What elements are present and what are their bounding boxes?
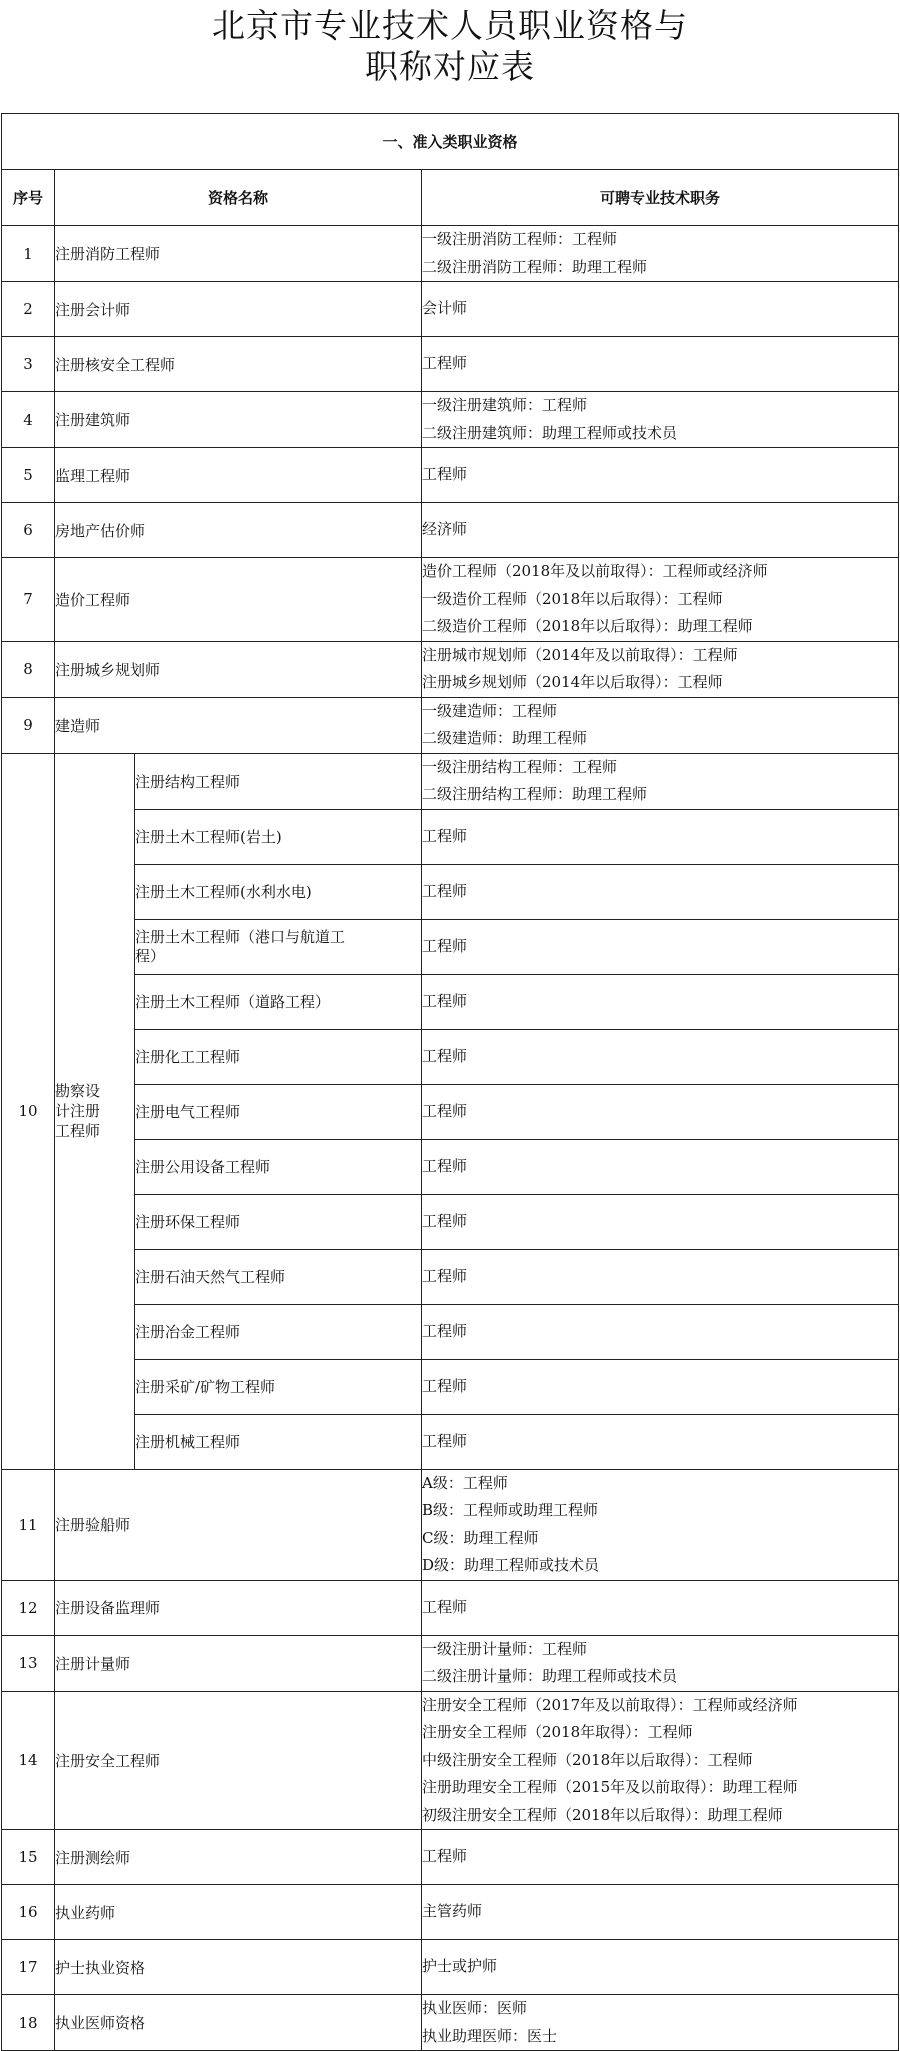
sub-qualification-name: 注册土木工程师(岩土) — [135, 809, 422, 864]
duty-line: 经济师 — [422, 520, 468, 539]
duty-line: 一级注册建筑师：工程师 — [422, 396, 588, 414]
sub-qualification-name: 注册采矿/矿物工程师 — [135, 1359, 422, 1414]
duty-cell — [422, 864, 899, 919]
duty-line: 一级建造师：工程师 — [422, 701, 558, 720]
duty-line: 工程师 — [422, 1211, 468, 1230]
duty-line: 一级注册计量师：工程师 — [422, 1639, 588, 1658]
table-row — [2, 558, 899, 642]
table-row — [2, 864, 899, 919]
duty-line: 一级注册结构工程师：工程师 — [422, 757, 618, 776]
sub-qualification-name: 注册冶金工程师 — [135, 1304, 422, 1359]
duty-cell — [422, 753, 899, 809]
sub-qualification-name-line: 程） — [135, 946, 166, 965]
duty-cell — [422, 1194, 899, 1249]
qualification-table — [1, 113, 899, 2051]
group-name-line: 勘察设 — [55, 1082, 101, 1100]
row-number: 3 — [2, 337, 55, 392]
qualification-name: 注册设备监理师 — [55, 1580, 422, 1635]
duty-cell — [422, 641, 899, 697]
sub-qualification-name: 注册化工工程师 — [135, 1029, 422, 1084]
sub-qualification-name: 注册石油天然气工程师 — [135, 1249, 422, 1304]
sub-qualification-name: 注册土木工程师（道路工程） — [135, 974, 422, 1029]
duty-line: 初级注册安全工程师（2018年以后取得）：助理工程师 — [422, 1805, 783, 1824]
duty-cell — [422, 448, 899, 503]
page-title-line-1: 北京市专业技术人员职业资格与 — [212, 6, 688, 45]
header-name: 资格名称 — [55, 170, 422, 226]
duty-cell — [422, 558, 899, 642]
qualification-name: 注册建筑师 — [55, 392, 422, 448]
duty-line: 工程师 — [422, 991, 468, 1010]
table-row — [2, 641, 899, 697]
duty-line: D级：助理工程师或技术员 — [422, 1556, 600, 1574]
duty-line: 二级注册建筑师：助理工程师或技术员 — [422, 423, 678, 442]
duty-line: 工程师 — [422, 881, 468, 900]
duty-line: 工程师 — [422, 1321, 468, 1340]
duty-line: 主管药师 — [422, 1902, 483, 1921]
table-row — [2, 1194, 899, 1249]
duty-line: 一级注册消防工程师：工程师 — [422, 230, 618, 248]
table-row — [2, 1691, 899, 1830]
duty-line: 造价工程师（2018年及以前取得）：工程师或经济师 — [422, 562, 768, 580]
row-number: 16 — [2, 1885, 55, 1940]
row-number: 14 — [2, 1691, 55, 1830]
row-number: 13 — [2, 1635, 55, 1691]
duty-cell — [422, 1940, 899, 1995]
duty-cell — [422, 226, 899, 282]
row-number: 11 — [2, 1469, 55, 1580]
duty-line: 工程师 — [422, 1046, 468, 1065]
table-row — [2, 448, 899, 503]
qualification-name: 造价工程师 — [55, 558, 422, 642]
header-duty: 可聘专业技术职务 — [422, 170, 899, 226]
duty-line: B级：工程师或助理工程师 — [422, 1501, 599, 1519]
table-row — [2, 974, 899, 1029]
table-row — [2, 337, 899, 392]
qualification-name: 注册安全工程师 — [55, 1691, 422, 1830]
table-row — [2, 226, 899, 282]
table-row — [2, 1249, 899, 1304]
row-number: 15 — [2, 1830, 55, 1885]
table-row — [2, 282, 899, 337]
duty-line: 一级造价工程师（2018年以后取得）：工程师 — [422, 589, 723, 608]
duty-cell — [422, 919, 899, 974]
table-row — [2, 1084, 899, 1139]
duty-line: 工程师 — [422, 1847, 468, 1866]
table-row — [2, 753, 899, 809]
qualification-name: 监理工程师 — [55, 448, 422, 503]
section-row — [2, 114, 899, 170]
duty-cell — [422, 974, 899, 1029]
table-row — [2, 1940, 899, 1995]
duty-line: 注册安全工程师（2017年及以前取得）：工程师或经济师 — [422, 1695, 798, 1714]
duty-line: 工程师 — [422, 1156, 468, 1175]
duty-line: 注册城市规划师（2014年及以前取得）：工程师 — [422, 645, 738, 664]
duty-cell — [422, 1029, 899, 1084]
duty-line: A级：工程师 — [422, 1473, 508, 1492]
duty-line: 注册城乡规划师（2014年以后取得）：工程师 — [422, 673, 723, 691]
qualification-name: 房地产估价师 — [55, 503, 422, 558]
row-number: 18 — [2, 1995, 55, 2051]
qualification-name: 注册核安全工程师 — [55, 337, 422, 392]
row-number: 4 — [2, 392, 55, 448]
row-number: 8 — [2, 641, 55, 697]
sub-qualification-name: 注册结构工程师 — [135, 753, 422, 809]
page-title-line-2: 职称对应表 — [365, 47, 535, 86]
duty-cell — [422, 1469, 899, 1580]
duty-line: 会计师 — [422, 299, 468, 318]
duty-line: 工程师 — [422, 936, 468, 955]
duty-line: 工程师 — [422, 826, 468, 845]
duty-cell — [422, 282, 899, 337]
table-row — [2, 503, 899, 558]
duty-cell — [422, 1580, 899, 1635]
row-number: 1 — [2, 226, 55, 282]
duty-line: 注册助理安全工程师（2015年及以前取得）：助理工程师 — [422, 1778, 798, 1796]
duty-line: C级：助理工程师 — [422, 1528, 539, 1547]
table-row — [2, 1414, 899, 1469]
duty-cell — [422, 809, 899, 864]
duty-line: 注册安全工程师（2018年取得）：工程师 — [422, 1723, 693, 1741]
qualification-name: 注册城乡规划师 — [55, 641, 422, 697]
row-number: 9 — [2, 697, 55, 753]
row-number: 5 — [2, 448, 55, 503]
duty-line: 工程师 — [422, 354, 468, 373]
duty-cell — [422, 1084, 899, 1139]
duty-line: 工程师 — [422, 1376, 468, 1395]
row-number: 10 — [2, 753, 55, 1469]
duty-cell — [422, 1635, 899, 1691]
duty-cell — [422, 503, 899, 558]
duty-line: 工程师 — [422, 1597, 468, 1616]
table-row — [2, 1830, 899, 1885]
table-row — [2, 392, 899, 448]
table-row — [2, 1304, 899, 1359]
duty-line: 二级注册结构工程师：助理工程师 — [422, 785, 648, 803]
row-number: 17 — [2, 1940, 55, 1995]
row-number: 12 — [2, 1580, 55, 1635]
duty-cell — [422, 1885, 899, 1940]
qualification-name: 建造师 — [55, 697, 422, 753]
duty-cell — [422, 1359, 899, 1414]
qualification-name: 执业药师 — [55, 1885, 422, 1940]
duty-cell — [422, 1995, 899, 2051]
duty-line: 工程师 — [422, 1431, 468, 1450]
duty-line: 工程师 — [422, 465, 468, 484]
duty-cell — [422, 1139, 899, 1194]
duty-line: 工程师 — [422, 1266, 468, 1285]
duty-cell — [422, 1304, 899, 1359]
qualification-name: 注册验船师 — [55, 1469, 422, 1580]
table-row — [2, 1580, 899, 1635]
group-name-line: 工程师 — [55, 1122, 101, 1140]
group-name — [55, 753, 135, 1469]
qualification-name: 注册计量师 — [55, 1635, 422, 1691]
duty-cell — [422, 1249, 899, 1304]
duty-line: 二级建造师：助理工程师 — [422, 729, 588, 747]
section-heading: 一、准入类职业资格 — [2, 114, 899, 170]
sub-qualification-name: 注册环保工程师 — [135, 1194, 422, 1249]
duty-line: 执业助理医师：医士 — [422, 2026, 558, 2045]
sub-qualification-name: 注册公用设备工程师 — [135, 1139, 422, 1194]
table-row — [2, 1635, 899, 1691]
table-row — [2, 809, 899, 864]
group-name-line: 计注册 — [55, 1102, 101, 1120]
row-number: 6 — [2, 503, 55, 558]
duty-cell — [422, 1830, 899, 1885]
table-row — [2, 1359, 899, 1414]
table-row — [2, 1029, 899, 1084]
sub-qualification-name — [135, 919, 422, 974]
row-number: 7 — [2, 558, 55, 642]
sub-qualification-name: 注册土木工程师(水利水电) — [135, 864, 422, 919]
row-number: 2 — [2, 282, 55, 337]
sub-qualification-name-line: 注册土木工程师（港口与航道工 — [135, 927, 346, 946]
duty-line: 工程师 — [422, 1101, 468, 1120]
qualification-name: 注册会计师 — [55, 282, 422, 337]
duty-line: 中级注册安全工程师（2018年以后取得）：工程师 — [422, 1750, 753, 1769]
qualification-name: 护士执业资格 — [55, 1940, 422, 1995]
header-row — [2, 170, 899, 226]
duty-cell — [422, 1691, 899, 1830]
qualification-name: 执业医师资格 — [55, 1995, 422, 2051]
duty-line: 二级注册计量师：助理工程师或技术员 — [422, 1667, 678, 1685]
header-no: 序号 — [2, 170, 55, 226]
duty-cell — [422, 697, 899, 753]
duty-line: 执业医师：医师 — [422, 1999, 528, 2017]
table-row — [2, 1995, 899, 2051]
duty-cell — [422, 1414, 899, 1469]
duty-cell — [422, 337, 899, 392]
sub-qualification-name: 注册电气工程师 — [135, 1084, 422, 1139]
duty-line: 二级注册消防工程师：助理工程师 — [422, 257, 648, 276]
table-row — [2, 919, 899, 974]
sub-qualification-name: 注册机械工程师 — [135, 1414, 422, 1469]
table-row — [2, 1885, 899, 1940]
table-row — [2, 1469, 899, 1580]
page-title — [0, 0, 900, 87]
duty-cell — [422, 392, 899, 448]
duty-line: 二级造价工程师（2018年以后取得）：助理工程师 — [422, 617, 753, 635]
table-row — [2, 1139, 899, 1194]
qualification-name: 注册消防工程师 — [55, 226, 422, 282]
table-row — [2, 697, 899, 753]
qualification-name: 注册测绘师 — [55, 1830, 422, 1885]
duty-line: 护士或护师 — [422, 1957, 498, 1976]
